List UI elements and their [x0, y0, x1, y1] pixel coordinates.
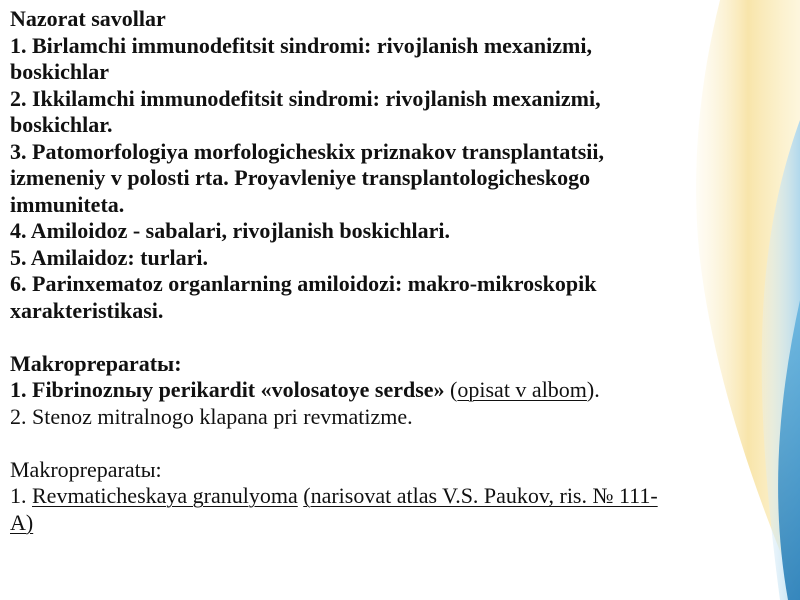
makro1-item-1-text: 1. Fibrinoznыy perikardit «volosatoye serdse» [10, 377, 445, 402]
paren-close: ). [586, 377, 600, 402]
questions-list [10, 33, 750, 325]
makro2-item-1-number: 1. [10, 483, 32, 508]
opisat-v-albom-link[interactable]: opisat v albom [457, 377, 587, 402]
question-line: 6. Parinxematoz organlarning amiloidozi: makro-mikroskopik [10, 271, 597, 296]
narisovat-atlas-link-continued[interactable]: A) [10, 509, 34, 535]
slide-content [10, 6, 750, 536]
paren-open: ( [444, 377, 458, 402]
makro1-item-1 [10, 377, 750, 404]
spacer [10, 430, 750, 457]
question-line: 2. Ikkilamchi immunodefitsit sindromi: rivojlanish mexanizmi, [10, 85, 601, 111]
question-line: 4. Amiloidoz - sabalari, rivojlanish boskichlari. [10, 218, 451, 243]
makro1-item-2: 2. Stenoz mitralnogo klapana pri revmatizme. [10, 403, 413, 429]
question-line: 5. Amilaidoz: turlari. [10, 244, 208, 270]
makropreparaty-heading-2: Makropreparatы: [10, 456, 162, 482]
question-line: boskichlar. [10, 112, 113, 137]
revmaticheskaya-granulyoma-link[interactable]: Revmaticheskaya granulyoma [32, 483, 298, 508]
spacer [10, 324, 750, 351]
makropreparaty-heading-1: Makropreparatы: [10, 350, 182, 376]
slide-title: Nazorat savollar [10, 6, 166, 31]
question-line: 3. Patomorfologiya morfologicheskix priznakov transplantatsii, [10, 138, 604, 164]
narisovat-atlas-link[interactable]: (narisovat atlas V.S. Paukov, ris. № 111- [303, 483, 658, 508]
question-line: immuniteta. [10, 191, 125, 217]
question-line: 1. Birlamchi immunodefitsit sindromi: rivojlanish mexanizmi, [10, 32, 592, 58]
question-line: boskichlar [10, 59, 110, 84]
makro2-item-1-continuation [10, 510, 750, 537]
question-line: xarakteristikasi. [10, 297, 164, 323]
question-line: izmeneniy v polosti rta. Proyavleniye transplantologicheskogo [10, 165, 591, 190]
makro2-item-1 [10, 483, 750, 510]
